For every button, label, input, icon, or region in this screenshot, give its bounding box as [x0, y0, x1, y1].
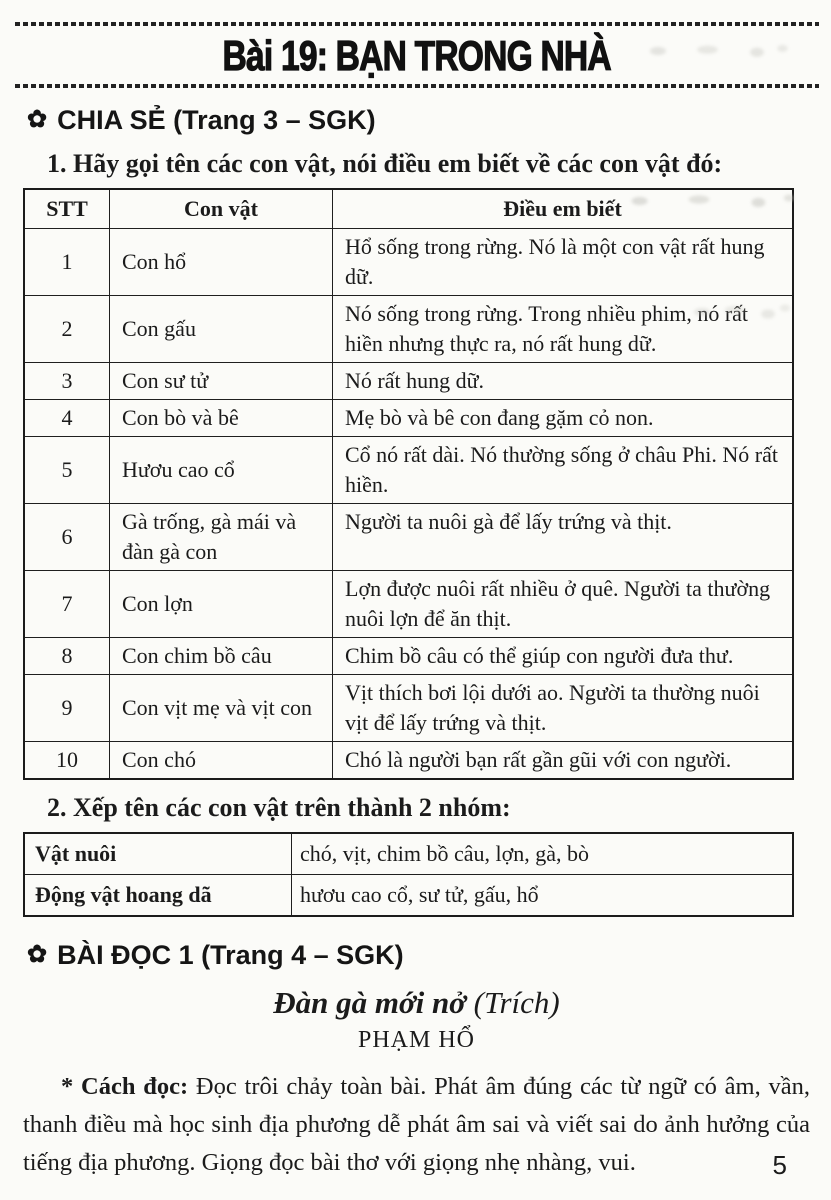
table-row [24, 875, 793, 917]
cell-animal: Con lợn [110, 571, 333, 638]
cell-group-label: Vật nuôi [24, 833, 292, 875]
section-heading-label: CHIA SẺ (Trang 3 – SGK) [57, 105, 376, 135]
table-row [24, 229, 793, 296]
cell-info: Hổ sống trong rừng. Nó là một con vật rất hung dữ. [333, 229, 794, 296]
cell-animal: Con gấu [110, 296, 333, 363]
cell-animal: Con vịt mẹ và vịt con [110, 675, 333, 742]
cell-animal: Con chó [110, 742, 333, 780]
groups-table [23, 832, 794, 917]
question-2: 2. Xếp tên các con vật trên thành 2 nhóm: [47, 793, 511, 822]
cell-info: Nó rất hung dữ. [333, 363, 794, 400]
cell-animal: Hươu cao cổ [110, 437, 333, 504]
table-row [24, 363, 793, 400]
scan-artifact [640, 38, 790, 64]
table-row [24, 675, 793, 742]
cell-info: Chó là người bạn rất gần gũi với con người. [333, 742, 794, 780]
cell-animal: Con bò và bê [110, 400, 333, 437]
table-row [24, 638, 793, 675]
cell-info: Chim bồ câu có thể giúp con người đưa thư. [333, 638, 794, 675]
cell-info: Nó sống trong rừng. Trong nhiều phim, nó rất hiền nhưng thực ra, nó rất hung dữ. [333, 296, 794, 363]
animals-table [23, 188, 794, 780]
table-row [24, 571, 793, 638]
cell-stt: 7 [24, 571, 110, 638]
cell-group-value: chó, vịt, chim bồ câu, lợn, gà, bò [292, 833, 794, 875]
header-dieu-em-biet: Điều em biết [333, 189, 794, 229]
reading-note-text: Đọc trôi chảy toàn bài. Phát âm đúng các từ ngữ có âm, vần, thanh điều mà học sinh địa phương dễ phát âm sai và viết sai do ảnh hưởng của tiếng địa phương. Giọng đọc bài thơ với giọng nhẹ nhàng, vui. [23, 1073, 810, 1176]
cell-stt: 4 [24, 400, 110, 437]
poem-author: PHẠM HỔ [357, 1027, 475, 1053]
table-row [24, 296, 793, 363]
scan-artifact [690, 292, 790, 332]
page-number: 5 [772, 1150, 787, 1180]
cell-info: Cổ nó rất dài. Nó thường sống ở châu Phi. Nó rất hiền. [333, 437, 794, 504]
cell-stt: 3 [24, 363, 110, 400]
cell-stt: 2 [24, 296, 110, 363]
poem-title-main: Đàn gà mới nở [273, 985, 466, 1020]
cell-animal: Con chim bồ câu [110, 638, 333, 675]
cell-stt: 1 [24, 229, 110, 296]
cell-animal: Gà trống, gà mái và đàn gà con [110, 504, 333, 571]
cell-stt: 9 [24, 675, 110, 742]
table-row [24, 437, 793, 504]
header-con-vat: Con vật [110, 189, 333, 229]
cell-animal: Con sư tử [110, 363, 333, 400]
flower-icon: ✿ [27, 106, 48, 133]
cell-animal: Con hổ [110, 229, 333, 296]
header-stt: STT [24, 189, 110, 229]
cell-stt: 5 [24, 437, 110, 504]
poem-title-suffix: (Trích) [465, 985, 560, 1020]
section-heading-label: BÀI ĐỌC 1 (Trang 4 – SGK) [57, 940, 404, 970]
cell-info: Người ta nuôi gà để lấy trứng và thịt. [333, 504, 794, 571]
cell-info: Mẹ bò và bê con đang gặm cỏ non. [333, 400, 794, 437]
table-row [24, 833, 793, 875]
cell-stt: 10 [24, 742, 110, 780]
poem-title [23, 985, 810, 1021]
table-row [24, 504, 793, 571]
cell-group-label: Động vật hoang dã [24, 875, 292, 917]
banner-rule-top [15, 22, 819, 26]
table-row [24, 742, 793, 780]
section-heading-bai-doc-1 [27, 939, 810, 971]
cell-info: Vịt thích bơi lội dưới ao. Người ta thường nuôi vịt để lấy trứng và thịt. [333, 675, 794, 742]
table-row [24, 400, 793, 437]
cell-stt: 6 [24, 504, 110, 571]
flower-icon: ✿ [27, 941, 48, 968]
banner-rule-bottom [15, 84, 819, 88]
reading-note [23, 1068, 810, 1182]
cell-stt: 8 [24, 638, 110, 675]
section-heading-chia-se [27, 104, 810, 136]
cell-info: Lợn được nuôi rất nhiều ở quê. Người ta thường nuôi lợn để ăn thịt. [333, 571, 794, 638]
reading-note-label: * Cách đọc: [61, 1073, 189, 1100]
cell-group-value: hươu cao cổ, sư tử, gấu, hổ [292, 875, 794, 917]
scan-artifact [618, 186, 798, 216]
page-title-text: Bài 19: BẠN TRONG NHÀ [222, 32, 611, 79]
question-1: 1. Hãy gọi tên các con vật, nói điều em biết về các con vật đó: [47, 149, 723, 178]
